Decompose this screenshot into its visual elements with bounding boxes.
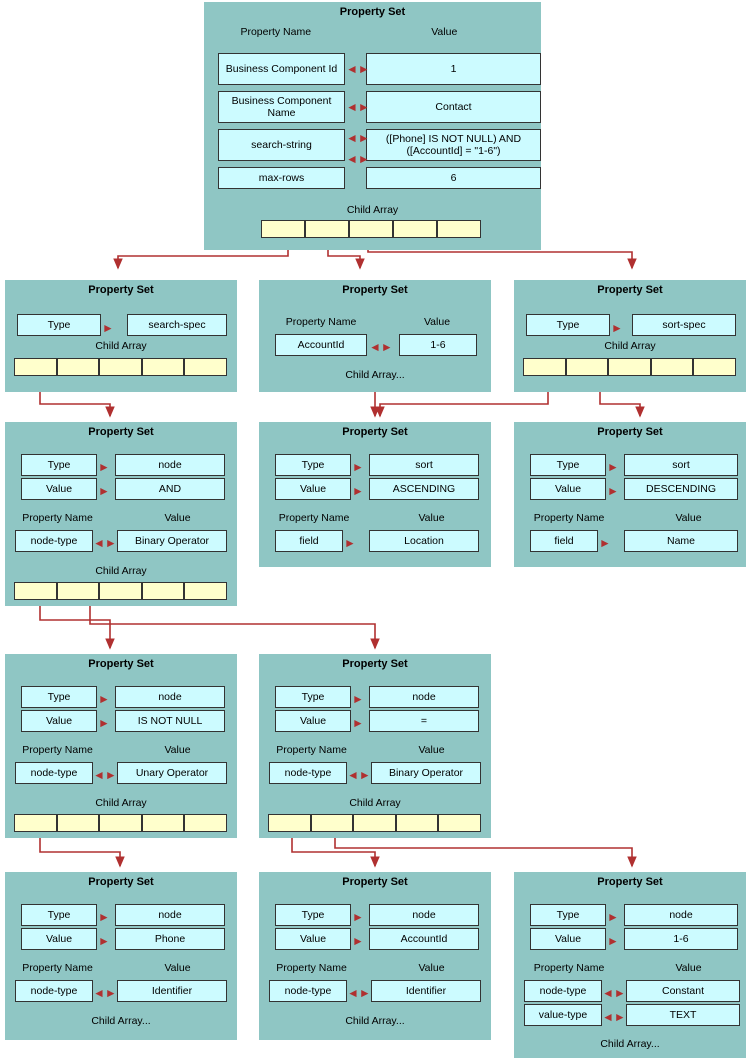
node-phone-col-value: Value (164, 962, 191, 974)
property-set-node-equals (259, 654, 491, 838)
node-equals-prop-value: Binary Operator (371, 762, 481, 784)
property-set-sort-ascending (259, 422, 491, 567)
child-slot[interactable] (523, 358, 566, 376)
child-slot[interactable] (437, 220, 481, 238)
accountid-col-property-name: Property Name (285, 316, 357, 328)
sort-desc-type-value: sort (624, 454, 738, 476)
search-spec-type-value: search-spec (127, 314, 227, 336)
child-slot[interactable] (608, 358, 651, 376)
child-slot[interactable] (353, 814, 396, 832)
sort-asc-connector-1-icon: ► (352, 484, 364, 498)
node-isnotnull-child-array[interactable] (14, 814, 227, 834)
node-equals-title: Property Set (342, 658, 408, 670)
property-set-accountid-prop (259, 280, 491, 392)
root-col-property-name: Property Name (240, 26, 312, 38)
sort-desc-col-property-name: Property Name (533, 512, 605, 524)
node-isnotnull-prop-value: Unary Operator (117, 762, 227, 784)
node-const-title: Property Set (597, 876, 663, 888)
sort-asc-prop-name: field (275, 530, 343, 552)
node-phone-type-value: node (115, 904, 225, 926)
child-slot[interactable] (651, 358, 694, 376)
search-spec-child-array-label: Child Array (95, 340, 147, 352)
node-accountid-prop-name: node-type (269, 980, 347, 1002)
node-isnotnull-col-value: Value (164, 744, 191, 756)
node-accountid-connector-0-icon: ► (352, 910, 364, 924)
node-and-type-value: node (115, 454, 225, 476)
sort-asc-type-name: Type (275, 454, 351, 476)
sort-desc-title: Property Set (597, 426, 663, 438)
sort-asc-connector-0-icon: ► (352, 460, 364, 474)
node-phone-prop-connector-icon: ◄► (93, 986, 117, 1000)
child-slot[interactable] (57, 814, 100, 832)
node-accountid-title: Property Set (342, 876, 408, 888)
search-spec-connector-icon: ► (102, 321, 114, 335)
node-isnotnull-col-property-name: Property Name (22, 744, 93, 756)
node-and-prop-connector-icon: ◄► (93, 536, 117, 550)
node-const-connector-0-icon: ► (607, 910, 619, 924)
sort-asc-value-name: Value (275, 478, 351, 500)
node-isnotnull-value-value: IS NOT NULL (115, 710, 225, 732)
node-accountid-child-array-label: Child Array... (345, 1015, 405, 1027)
node-equals-child-array[interactable] (268, 814, 481, 834)
sort-desc-value-name: Value (530, 478, 606, 500)
node-isnotnull-type-name: Type (21, 686, 97, 708)
search-spec-type-name: Type (17, 314, 101, 336)
node-accountid-col-property-name: Property Name (276, 962, 347, 974)
node-phone-title: Property Set (88, 876, 154, 888)
node-const-prop-1-value: TEXT (626, 1004, 740, 1026)
property-set-node-accountid (259, 872, 491, 1040)
child-slot[interactable] (142, 358, 185, 376)
node-const-value-name: Value (530, 928, 606, 950)
node-phone-prop-name: node-type (15, 980, 93, 1002)
node-isnotnull-child-array-label: Child Array (95, 797, 147, 809)
root-row-2-name: search-string (218, 129, 345, 161)
child-slot[interactable] (99, 814, 142, 832)
child-slot[interactable] (184, 358, 227, 376)
child-slot[interactable] (142, 814, 185, 832)
root-row-1-value: Contact (366, 91, 541, 123)
node-phone-prop-value: Identifier (117, 980, 227, 1002)
accountid-row-value: 1-6 (399, 334, 477, 356)
node-and-col-property-name: Property Name (22, 512, 93, 524)
node-and-col-value: Value (164, 512, 191, 524)
sort-desc-col-value: Value (675, 512, 702, 524)
sort-desc-prop-connector-icon: ► (599, 536, 611, 550)
node-accountid-col-value: Value (418, 962, 445, 974)
child-slot[interactable] (99, 582, 142, 600)
child-slot[interactable] (693, 358, 736, 376)
child-slot[interactable] (184, 814, 227, 832)
node-const-value-value: 1-6 (624, 928, 738, 950)
sort-spec-type-value: sort-spec (632, 314, 736, 336)
node-equals-type-name: Type (275, 686, 351, 708)
node-accountid-prop-value: Identifier (371, 980, 481, 1002)
child-slot[interactable] (305, 220, 349, 238)
node-const-type-name: Type (530, 904, 606, 926)
child-slot[interactable] (142, 582, 185, 600)
sort-spec-child-array-label: Child Array (604, 340, 656, 352)
node-and-value-value: AND (115, 478, 225, 500)
root-connector-2a-icon: ◄► (346, 131, 370, 145)
root-row-0-value: 1 (366, 53, 541, 85)
node-equals-value-value: = (369, 710, 479, 732)
root-connector-1-icon: ◄► (346, 100, 370, 114)
node-accountid-value-value: AccountId (369, 928, 479, 950)
node-equals-connector-1-icon: ► (352, 716, 364, 730)
node-accountid-prop-connector-icon: ◄► (347, 986, 371, 1000)
node-phone-col-property-name: Property Name (22, 962, 93, 974)
sort-spec-type-name: Type (526, 314, 610, 336)
child-slot[interactable] (393, 220, 437, 238)
accountid-child-array-label: Child Array... (345, 369, 405, 381)
node-const-connector-1-icon: ► (607, 934, 619, 948)
node-const-prop-0-name: node-type (524, 980, 602, 1002)
accountid-col-value: Value (423, 316, 451, 328)
accountid-row-name: AccountId (275, 334, 367, 356)
sort-desc-value-value: DESCENDING (624, 478, 738, 500)
search-spec-child-array[interactable] (14, 358, 227, 378)
root-col-value: Value (431, 26, 458, 38)
node-phone-connector-0-icon: ► (98, 910, 110, 924)
node-const-type-value: node (624, 904, 738, 926)
node-accountid-type-value: node (369, 904, 479, 926)
node-accountid-type-name: Type (275, 904, 351, 926)
sort-asc-value-value: ASCENDING (369, 478, 479, 500)
sort-asc-prop-value: Location (369, 530, 479, 552)
sort-asc-col-property-name: Property Name (278, 512, 350, 524)
node-equals-connector-0-icon: ► (352, 692, 364, 706)
node-phone-value-value: Phone (115, 928, 225, 950)
node-isnotnull-type-value: node (115, 686, 225, 708)
root-child-array[interactable] (261, 220, 481, 240)
child-slot[interactable] (268, 814, 311, 832)
node-isnotnull-value-name: Value (21, 710, 97, 732)
sort-asc-prop-connector-icon: ► (344, 536, 356, 550)
property-set-search-spec (5, 280, 237, 392)
root-connector-0-icon: ◄► (346, 62, 370, 76)
sort-asc-type-value: sort (369, 454, 479, 476)
property-set-node-and (5, 422, 237, 606)
node-phone-value-name: Value (21, 928, 97, 950)
sort-desc-type-name: Type (530, 454, 606, 476)
property-set-sort-descending (514, 422, 746, 567)
node-isnotnull-title: Property Set (88, 658, 154, 670)
node-and-connector-0-icon: ► (98, 460, 110, 474)
property-set-root (204, 2, 541, 250)
node-equals-prop-connector-icon: ◄► (347, 768, 371, 782)
node-and-prop-value: Binary Operator (117, 530, 227, 552)
root-row-2-value: ([Phone] IS NOT NULL) AND ([AccountId] = "1-6") (366, 129, 541, 161)
child-slot[interactable] (14, 814, 57, 832)
property-set-node-constant (514, 872, 746, 1058)
node-accountid-value-name: Value (275, 928, 351, 950)
child-slot[interactable] (311, 814, 354, 832)
child-slot[interactable] (261, 220, 305, 238)
node-accountid-connector-1-icon: ► (352, 934, 364, 948)
root-row-0-name: Business Component Id (218, 53, 345, 85)
node-phone-connector-1-icon: ► (98, 934, 110, 948)
sort-spec-child-array[interactable] (523, 358, 736, 378)
child-slot[interactable] (396, 814, 439, 832)
node-equals-type-value: node (369, 686, 479, 708)
accountid-title: Property Set (342, 284, 408, 296)
child-slot[interactable] (14, 582, 57, 600)
sort-asc-col-value: Value (418, 512, 445, 524)
node-and-title: Property Set (88, 426, 154, 438)
child-slot[interactable] (99, 358, 142, 376)
sort-desc-connector-1-icon: ► (607, 484, 619, 498)
node-isnotnull-connector-0-icon: ► (98, 692, 110, 706)
node-const-prop-1-connector-icon: ◄► (602, 1010, 626, 1024)
sort-spec-title: Property Set (597, 284, 663, 296)
node-equals-col-property-name: Property Name (276, 744, 347, 756)
root-connector-2b-icon: ◄► (346, 152, 370, 166)
sort-desc-prop-value: Name (624, 530, 738, 552)
sort-desc-prop-name: field (530, 530, 598, 552)
child-slot[interactable] (57, 358, 100, 376)
child-slot[interactable] (184, 582, 227, 600)
root-row-1-name: Business Component Name (218, 91, 345, 123)
node-and-child-array[interactable] (14, 582, 227, 602)
node-and-prop-name: node-type (15, 530, 93, 552)
child-slot[interactable] (349, 220, 393, 238)
root-child-array-label: Child Array (346, 204, 399, 216)
property-set-node-isnotnull (5, 654, 237, 838)
node-phone-type-name: Type (21, 904, 97, 926)
node-const-prop-0-value: Constant (626, 980, 740, 1002)
node-and-child-array-label: Child Array (95, 565, 147, 577)
node-equals-child-array-label: Child Array (349, 797, 401, 809)
property-set-node-phone (5, 872, 237, 1040)
node-isnotnull-connector-1-icon: ► (98, 716, 110, 730)
node-const-col-property-name: Property Name (533, 962, 605, 974)
node-const-child-array-label: Child Array... (600, 1038, 660, 1050)
node-equals-prop-name: node-type (269, 762, 347, 784)
sort-desc-connector-0-icon: ► (607, 460, 619, 474)
node-and-type-name: Type (21, 454, 97, 476)
node-const-prop-0-connector-icon: ◄► (602, 986, 626, 1000)
node-const-prop-1-name: value-type (524, 1004, 602, 1026)
root-title: Property Set (339, 6, 406, 18)
search-spec-title: Property Set (88, 284, 154, 296)
child-slot[interactable] (566, 358, 609, 376)
accountid-connector-icon: ◄► (369, 340, 393, 354)
node-phone-child-array-label: Child Array... (91, 1015, 151, 1027)
node-equals-value-name: Value (275, 710, 351, 732)
sort-asc-title: Property Set (342, 426, 408, 438)
node-isnotnull-prop-connector-icon: ◄► (93, 768, 117, 782)
child-slot[interactable] (438, 814, 481, 832)
node-and-connector-1-icon: ► (98, 484, 110, 498)
node-const-col-value: Value (675, 962, 702, 974)
child-slot[interactable] (57, 582, 100, 600)
node-and-value-name: Value (21, 478, 97, 500)
property-set-sort-spec (514, 280, 746, 392)
node-equals-col-value: Value (418, 744, 445, 756)
child-slot[interactable] (14, 358, 57, 376)
root-row-3-value: 6 (366, 167, 541, 189)
root-row-3-name: max-rows (218, 167, 345, 189)
node-isnotnull-prop-name: node-type (15, 762, 93, 784)
sort-spec-connector-icon: ► (611, 321, 623, 335)
